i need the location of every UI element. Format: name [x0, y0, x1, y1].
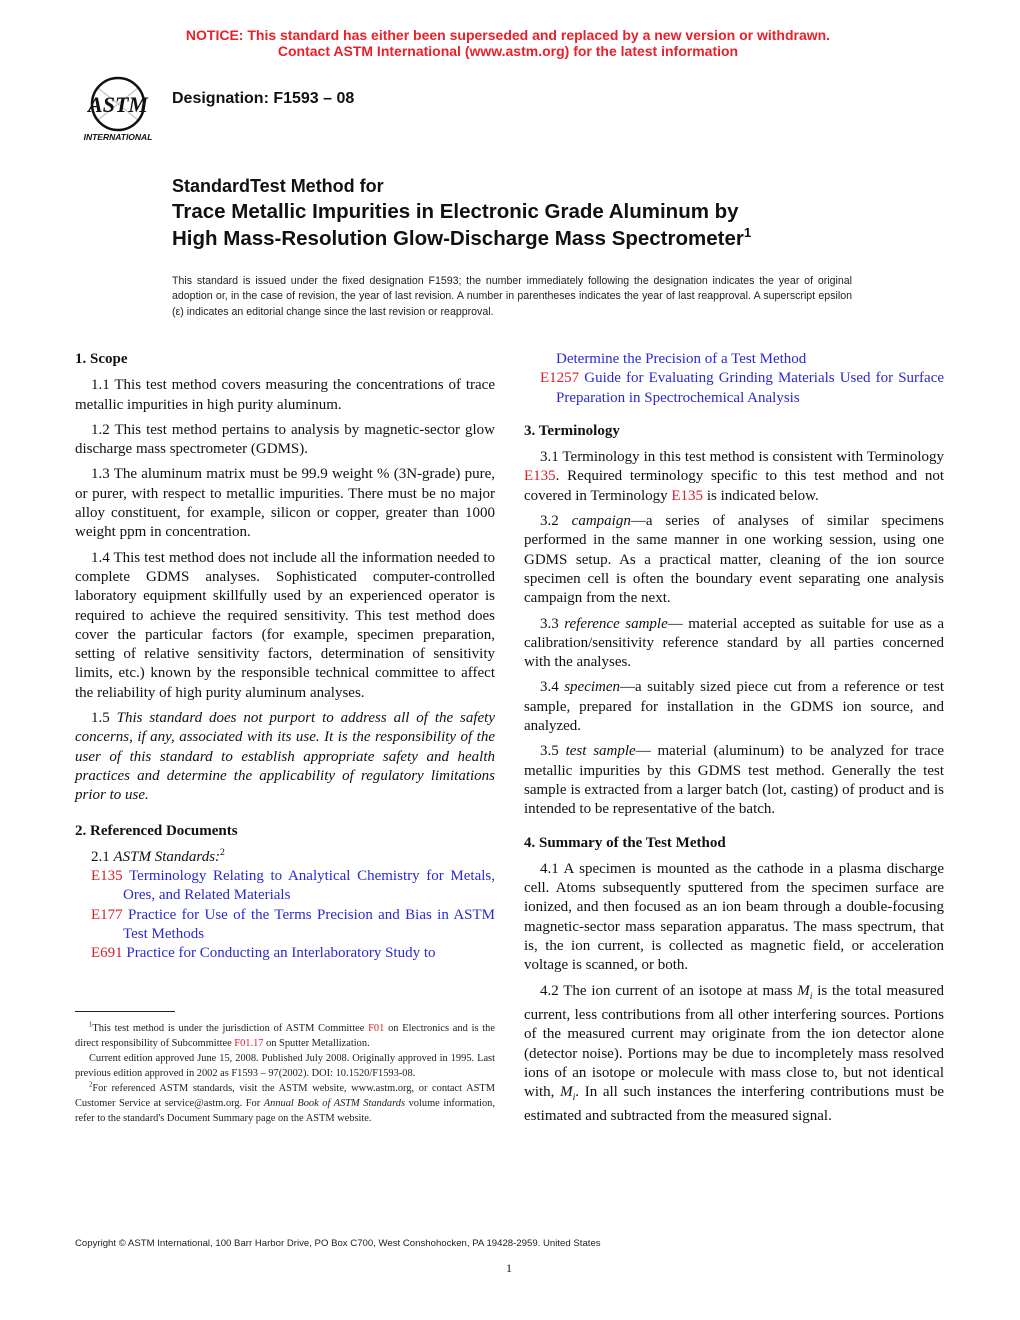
footnote-rule: [75, 1011, 175, 1012]
left-column: [75, 350, 495, 963]
issuance-note: This standard is issued under the fixed designation F1593; the number immediately following the designation indicates the year of original adoption or, in the case of revision, the year of last revision. A number in parentheses indicates the year of last reapproval. A superscript epsilon (ε) indicates an editorial change since the last revision or reapproval.: [172, 275, 852, 318]
link-f01[interactable]: F01: [368, 1023, 385, 1034]
astm-standards-subheading: 2.1 ASTM Standards:$^2$: [91, 846, 225, 865]
designation: Designation: F1593 – 08: [172, 90, 355, 107]
section-heading-terminology: 3. Terminology: [524, 422, 620, 439]
title-line-1: StandardTest Method for: [172, 176, 384, 196]
astm-logo: [72, 74, 164, 146]
reference-e1257[interactable]: E1257 Guide for Evaluating Grinding Materials Used for Surface Preparation in Spectrochemical Analysis: [540, 370, 945, 406]
link-f01-17[interactable]: F01.17: [234, 1038, 264, 1049]
section-heading-summary: 4. Summary of the Test Method: [524, 834, 726, 851]
svg-text:ASTM: ASTM: [88, 92, 148, 117]
svg-text:INTERNATIONAL: INTERNATIONAL: [83, 132, 153, 142]
title-line-2: Trace Metallic Impurities in Electronic Grade Aluminum by: [172, 200, 739, 223]
paragraph-3-1: 3.1 Terminology in this test method is consistent with Terminology E135. Required terminology specific to this test method and not covered in Terminology E135 is indicated below.: [524, 449, 944, 504]
paragraph-1-5: 1.5 This standard does not purport to address all of the safety concerns, if any, associated with its use. It is the responsibility of the user of this standard to establish appropriate safety and health practices and determine the applicability of regulatory limitations prior to use.: [75, 710, 496, 804]
footnote-edition: Current edition approved June 15, 2008. Published July 2008. Originally approved in 1995. Last previous edition approved in 2002 as F1593 – 97(2002). DOI: 10.1520/F1593-08.: [75, 1053, 495, 1079]
reference-e177[interactable]: E177 Practice for Use of the Terms Precision and Bias in ASTM Test Methods: [91, 906, 496, 943]
reference-e691-continued[interactable]: Determine the Precision of a Test Method: [556, 351, 807, 367]
link-e135-b[interactable]: E135: [671, 487, 704, 504]
paragraph-1-4: 1.4 This test method does not include all the information needed to complete GDMS analyses. Sophisticated computer-controlled laboratory equipment skillfully used by an experienced operator is required to achieve the required sensitivity. This test method does cover the particular factors (for example, specimen preparation, setting of relative sensitivity factors, determination of sensitivity limits, etc.) known by the responsible technical committee to affect the reliability of high purity aluminum analyses.: [75, 549, 495, 701]
section-heading-referenced-documents: 2. Referenced Documents: [75, 822, 238, 839]
notice-line-2: Contact ASTM International (www.astm.org) for the latest information: [277, 43, 739, 59]
paragraph-3-3: 3.3 reference sample— material accepted as suitable for use as a calibration/sensitivity reference standard by all parties concerned with the analyses.: [524, 615, 944, 671]
paragraph-4-2: 4.2 The ion current of an isotope at mass $M_i$ is the total measured current, less contributions from all other interfering sources. Portions of the measured current may originate from the ion detector alone (detector noise). Portions may be due to incompletely mass resolved ions of an isotope or molecule with mass close to, but not identical with, $M_i$. In all such instances the interfering contributions must be estimated and subtracted from the measured signal.: [524, 982, 944, 1125]
copyright-line: Copyright © ASTM International, 100 Barr Harbor Drive, PO Box C700, West Conshohocken, PA 19428-2959. United States: [75, 1238, 601, 1249]
paragraph-3-2: 3.2 campaign—a series of analyses of similar specimens performed in the same manner in one working session, using one GDMS setup. As a practical matter, cleaning of the ion source specimen cell is often the boundary event separating one analysis campaign from the next.: [524, 513, 944, 607]
page-number: 1: [506, 1261, 512, 1275]
footnotes: [75, 1021, 495, 1126]
footnote-2: $^2$For referenced ASTM standards, visit the ASTM website, www.astm.org, or contact ASTM Customer Service at service@astm.org. For Annual Book of ASTM Standards volume information, refer to the standard's Document Summary page on the ASTM website.: [75, 1081, 495, 1124]
reference-e135[interactable]: E135 Terminology Relating to Analytical Chemistry for Metals, Ores, and Related Materials: [91, 868, 495, 904]
withdrawal-notice: [0, 27, 1016, 59]
link-e135-a[interactable]: E135: [524, 468, 556, 485]
paragraph-3-5: 3.5 test sample— material (aluminum) to be analyzed for trace metallic impurities by this GDMS test method. Generally the test sample is extracted from a larger batch (lot, casting) of product and is intended to be representative of the batch.: [524, 743, 945, 818]
section-heading-scope: 1. Scope: [75, 351, 128, 367]
paragraph-1-2: 1.2 This test method pertains to analysis by magnetic-sector glow discharge mass spectrometer (GDMS).: [75, 421, 495, 458]
paragraph-4-1: 4.1 A specimen is mounted as the cathode in a plasma discharge cell. Atoms subsequently sputtered from the specimen surface are ionized, and then focused as an ion beam through a double-focusing magnetic-sector mass separation apparatus. The mass spectrum, that is, the ion current, is collected as magnetic field, or acceleration voltage is scanned, or both.: [524, 860, 944, 974]
title-line-3: High Mass-Resolution Glow-Discharge Mass Spectrometer$^1$: [172, 225, 752, 250]
paragraph-1-3: 1.3 The aluminum matrix must be 99.9 weight % (3N-grade) pure, or purer, with respect to metallic impurities. There must be no major alloy constituent, for example, silicon or copper, greater than 1000 weight ppm in concentration.: [75, 466, 495, 541]
paragraph-3-4: 3.4 specimen—a suitably sized piece cut from a reference or test sample, prepared for installation in the GDMS ion source, and analyzed.: [524, 679, 945, 735]
right-column: [524, 350, 944, 1133]
astm-logo-icon: [72, 74, 164, 146]
paragraph-1-1: 1.1 This test method covers measuring the concentrations of trace metallic impurities in high purity aluminum.: [75, 377, 495, 413]
reference-e691[interactable]: E691 Practice for Conducting an Interlaboratory Study to: [91, 945, 436, 962]
notice-line-1: NOTICE: This standard has either been superseded and replaced by a new version or withdrawn.: [185, 27, 831, 43]
document-title: [172, 174, 872, 252]
footnote-1: $^1$This test method is under the jurisdiction of ASTM Committee F01 on Electronics and is the direct responsibility of Subcommittee F01.17 on Sputter Metallization.: [75, 1021, 495, 1049]
